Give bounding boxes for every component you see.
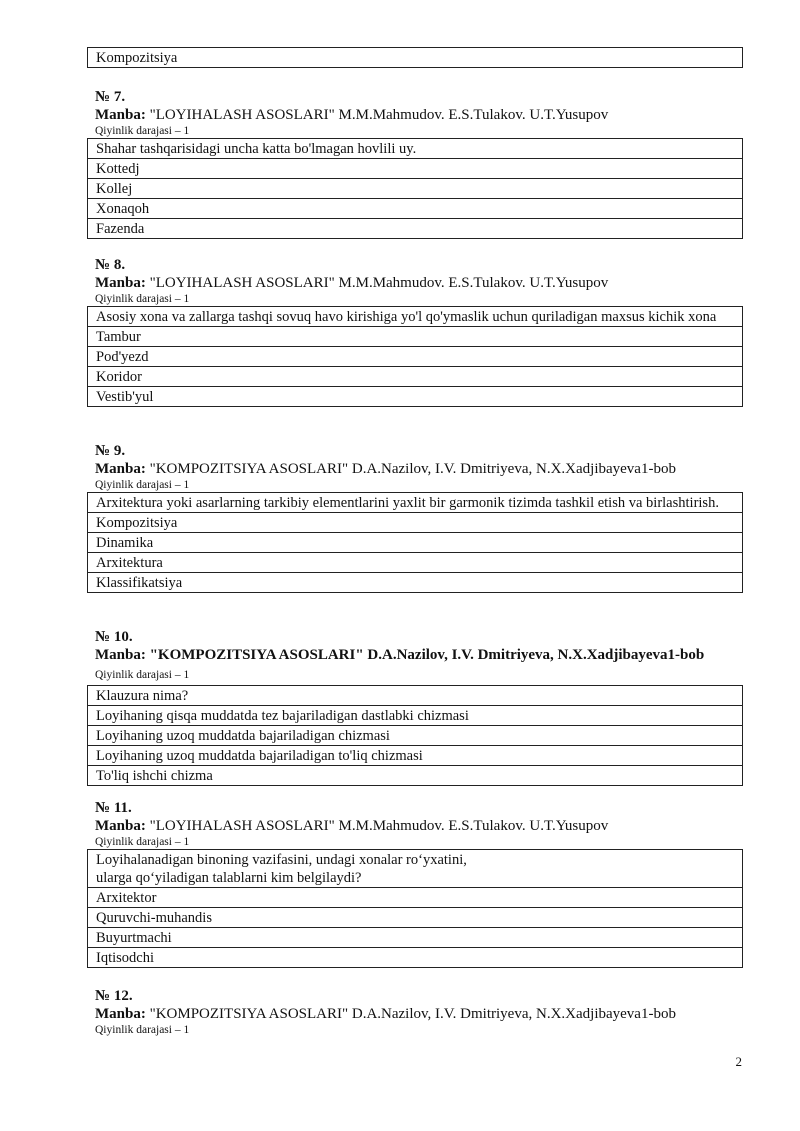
answer-option: Iqtisodchi xyxy=(88,947,742,967)
question-11 xyxy=(87,799,743,968)
question-number: № 7. xyxy=(95,89,126,105)
question-text: Arxitektura yoki asarlarning tarkibiy elementlarini yaxlit bir garmonik tizimda tashkil etish va birlashtirish. xyxy=(88,493,742,513)
page-number: 2 xyxy=(735,1054,742,1069)
answer-option: Fazenda xyxy=(88,218,742,238)
top-answer-table xyxy=(87,47,743,68)
question-table xyxy=(87,138,743,239)
answer-option: Pod'yezd xyxy=(88,346,742,366)
answer-option: To'liq ishchi chizma xyxy=(88,765,742,785)
answer-option: Kompozitsiya xyxy=(96,515,178,531)
question-9 xyxy=(87,442,743,593)
answer-option: Loyihaning uzoq muddatda bajariladigan chizmasi xyxy=(88,725,742,745)
question-table xyxy=(87,492,743,593)
difficulty-level: Qiyinlik darajasi – 1 xyxy=(95,125,190,137)
question-number: № 12. xyxy=(95,988,133,1004)
question-number: № 11. xyxy=(95,800,132,816)
question-number: № 8. xyxy=(95,257,126,273)
question-text: Klauzura nima? xyxy=(88,686,742,706)
question-number: № 10. xyxy=(95,629,133,645)
answer-option: Quruvchi-muhandis xyxy=(88,907,742,927)
answer-option: Koridor xyxy=(88,366,742,386)
question-source: Manba: "LOYIHALASH ASOSLARI" M.M.Mahmudov. E.S.Tulakov. U.T.Yusupov xyxy=(95,275,609,291)
question-table xyxy=(87,306,743,407)
answer-option: Dinamika xyxy=(88,532,742,552)
question-source: Manba: "LOYIHALASH ASOSLARI" M.M.Mahmudov. E.S.Tulakov. U.T.Yusupov xyxy=(95,107,609,123)
question-8 xyxy=(87,256,743,407)
answer-option: Buyurtmachi xyxy=(88,927,742,947)
answer-option: Vestib'yul xyxy=(88,386,742,406)
answer-option: Arxitektura xyxy=(88,552,742,572)
question-text: Loyihalanadigan binoning vazifasini, undagi xonalar ro‘yxatini, ularga qo‘yiladigan talablarni kim belgilaydi? xyxy=(88,850,742,888)
question-table xyxy=(87,685,743,786)
difficulty-level: Qiyinlik darajasi – 1 xyxy=(95,479,190,491)
question-source: Manba: "LOYIHALASH ASOSLARI" M.M.Mahmudov. E.S.Tulakov. U.T.Yusupov xyxy=(95,818,609,834)
question-text: Asosiy xona va zallarga tashqi sovuq havo kirishiga yo'l qo'ymaslik uchun quriladigan maxsus kichik xona xyxy=(88,307,742,327)
difficulty-level: Qiyinlik darajasi – 1 xyxy=(95,1024,190,1036)
answer-option: Arxitektor xyxy=(96,890,157,906)
answer-option: Kompozitsiya xyxy=(96,50,178,66)
question-7 xyxy=(87,88,743,239)
question-table xyxy=(87,849,743,968)
question-number: № 9. xyxy=(95,443,126,459)
question-12 xyxy=(87,987,743,1037)
difficulty-level: Qiyinlik darajasi – 1 xyxy=(95,836,190,848)
answer-option: Loyihaning uzoq muddatda bajariladigan to'liq chizmasi xyxy=(88,745,742,765)
answer-option: Loyihaning qisqa muddatda tez bajariladigan dastlabki chizmasi xyxy=(96,708,469,724)
question-source: Manba: "KOMPOZITSIYA ASOSLARI" D.A.Nazilov, I.V. Dmitriyeva, N.X.Xadjibayeva1-bob Qiyinlik darajasi – 1 xyxy=(95,647,705,681)
question-source: Manba: "KOMPOZITSIYA ASOSLARI" D.A.Nazilov, I.V. Dmitriyeva, N.X.Xadjibayeva1-bob xyxy=(95,1006,676,1022)
difficulty-level: Qiyinlik darajasi – 1 xyxy=(95,293,190,305)
question-source: Manba: "KOMPOZITSIYA ASOSLARI" D.A.Nazilov, I.V. Dmitriyeva, N.X.Xadjibayeva1-bob xyxy=(95,461,676,477)
question-10 xyxy=(87,628,743,786)
answer-option: Xonaqoh xyxy=(88,198,742,218)
answer-option: Kollej xyxy=(88,178,742,198)
answer-option: Kottedj xyxy=(96,161,140,177)
difficulty-level: Qiyinlik darajasi – 1 xyxy=(95,669,190,681)
answer-option: Tambur xyxy=(96,329,141,345)
question-text: Shahar tashqarisidagi uncha katta bo'lmagan hovlili uy. xyxy=(88,139,742,159)
answer-option: Klassifikatsiya xyxy=(88,572,742,592)
